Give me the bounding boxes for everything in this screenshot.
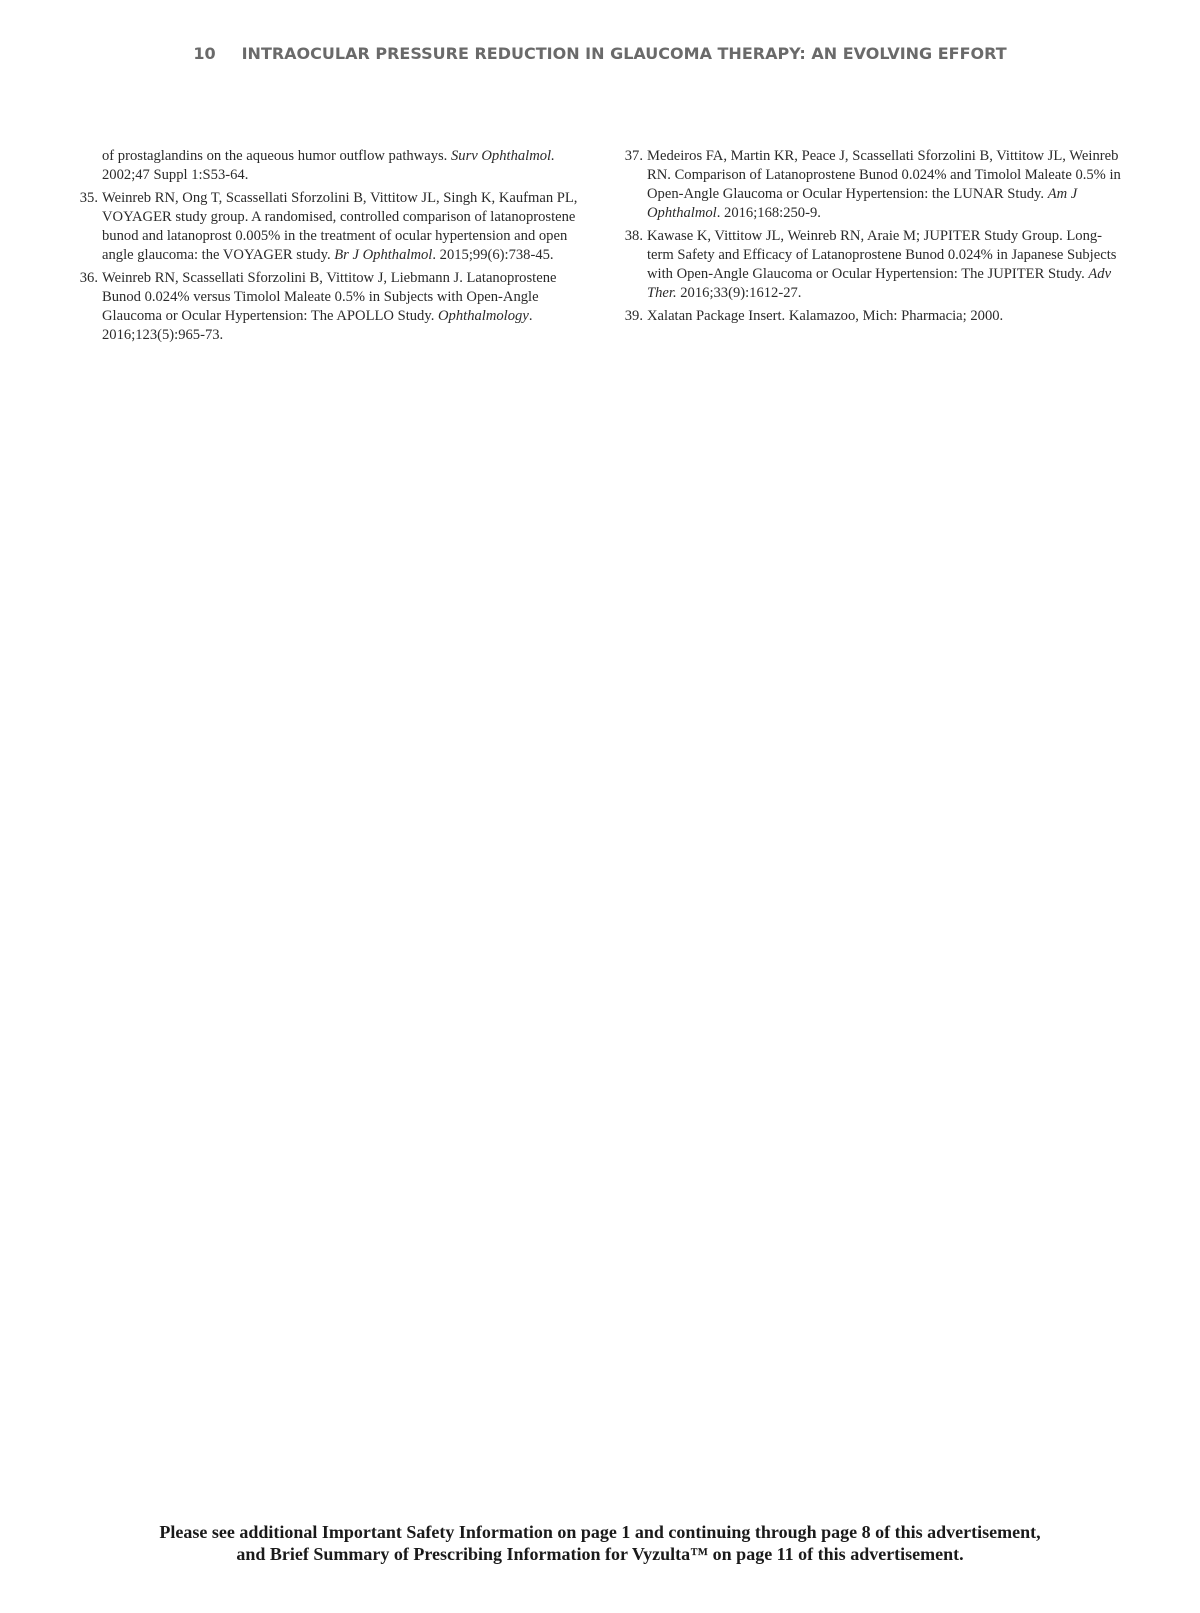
reference-35: 35. Weinreb RN, Ong T, Scassellati Sforzolini B, Vittitow JL, Singh K, Kaufman PL, VOYAGER study group. A randomised, controlled comparison of latanoprostene bunod and latanoprost 0.005% in the treatment of ocular hypertension and open angle glaucoma: the VOYAGER study. Br J Ophthalmol. 2015;99(6):738-45. <box>72 189 578 265</box>
references-column-right <box>617 147 1123 330</box>
notice-line-1: Please see additional Important Safety Information on page 1 and continuing through page 8 of this advertisement, <box>159 1522 1041 1542</box>
journal-name: Br J Ophthalmol <box>334 247 433 263</box>
reference-38: 38. Kawase K, Vittitow JL, Weinreb RN, Araie M; JUPITER Study Group. Long-term Safety and Efficacy of Latanoprostene Bunod 0.024% in Japanese Subjects with Open-Angle Glaucoma or Ocular Hypertension: The JUPITER Study. Adv Ther. 2016;33(9):1612-27. <box>617 227 1123 303</box>
reference-37: 37. Medeiros FA, Martin KR, Peace J, Scassellati Sforzolini B, Vittitow JL, Weinreb RN. Comparison of Latanoprostene Bunod 0.024% and Timolol Maleate 0.5% in Open-Angle Glaucoma or Ocular Hypertension: the LUNAR Study. Am J Ophthalmol. 2016;168:250-9. <box>617 147 1123 223</box>
reference-39: 39. Xalatan Package Insert. Kalamazoo, Mich: Pharmacia; 2000. <box>617 307 1123 326</box>
references-column-left <box>72 147 578 349</box>
reference-number: 37. <box>624 148 643 164</box>
journal-name: Am J Ophthalmol <box>647 186 1078 221</box>
reference-34-continued: of prostaglandins on the aqueous humor outflow pathways. Surv Ophthalmol. 2002;47 Suppl 1:S53-64. <box>102 148 555 183</box>
journal-name: Surv Ophthalmol. <box>450 148 555 164</box>
safety-information-notice <box>0 1521 1200 1565</box>
notice-line-2: and Brief Summary of Prescribing Information for Vyzulta™ on page 11 of this advertisement. <box>236 1544 964 1564</box>
page-header <box>0 44 1200 63</box>
running-title: INTRAOCULAR PRESSURE REDUCTION IN GLAUCOMA THERAPY: AN EVOLVING EFFORT <box>241 44 1007 63</box>
reference-36: 36. Weinreb RN, Scassellati Sforzolini B, Vittitow J, Liebmann J. Latanoprostene Bunod 0.024% versus Timolol Maleate 0.5% in Subjects with Open-Angle Glaucoma or Ocular Hypertension: The APOLLO Study. Ophthalmology. 2016;123(5):965-73. <box>72 269 578 345</box>
reference-number: 35. <box>79 190 98 206</box>
reference-number: 38. <box>624 228 643 244</box>
reference-number: 39. <box>624 308 643 324</box>
journal-name: Ophthalmology <box>438 308 529 324</box>
reference-number: 36. <box>79 270 98 286</box>
page-number: 10 <box>193 44 216 63</box>
journal-name: Adv Ther. <box>647 266 1112 301</box>
